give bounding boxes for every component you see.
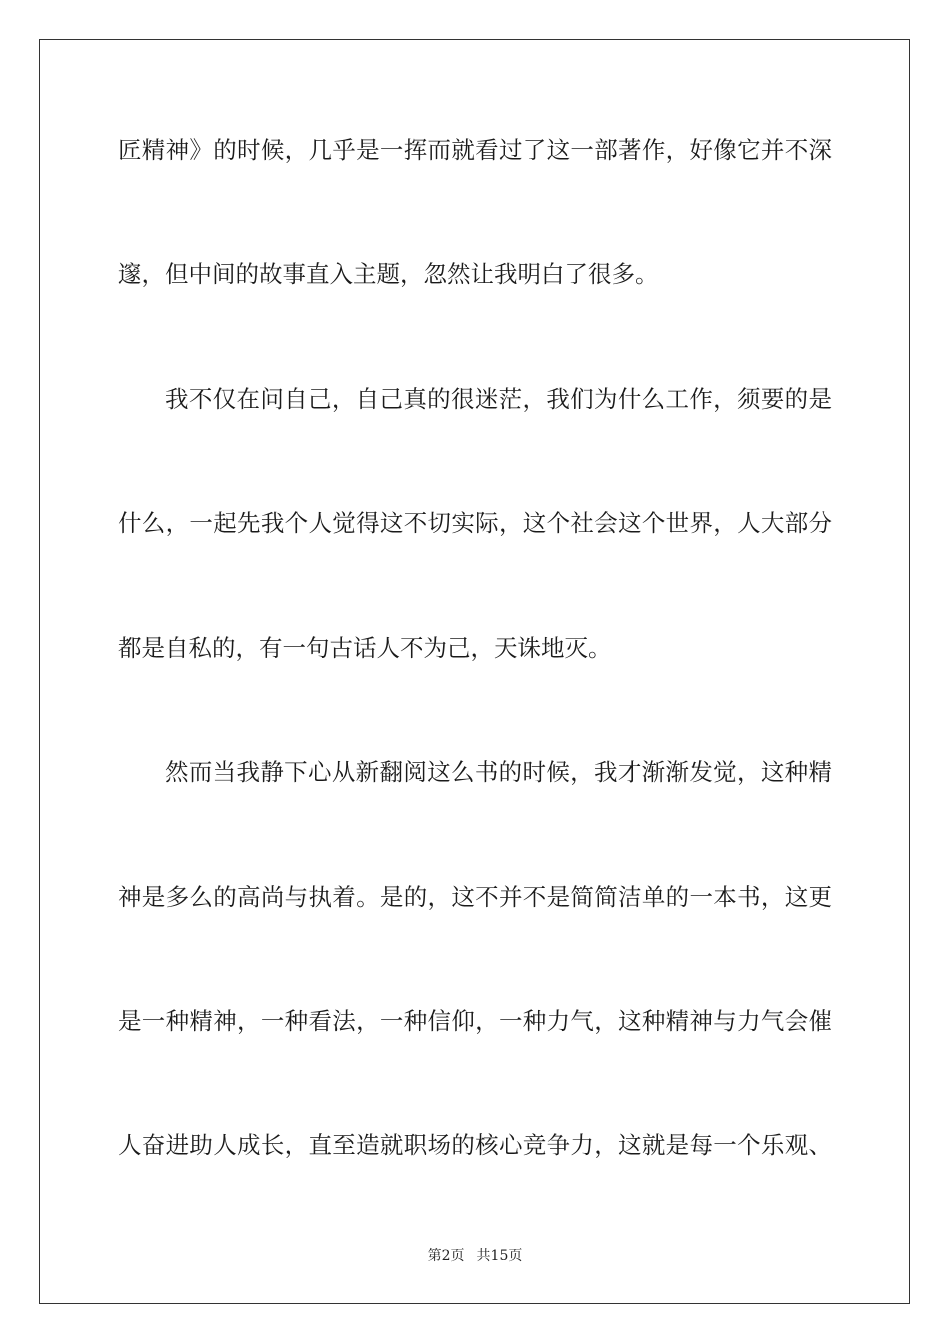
text-line: 人奋进助人成长，直至造就职场的核心竞争力，这就是每一个乐观、 [118, 1131, 832, 1159]
page-footer [0, 1247, 950, 1265]
page-number: 第2页 [427, 1248, 465, 1264]
paragraph-first-line: 我不仅在问自己，自己真的很迷茫，我们为什么工作，须要的是 [165, 385, 832, 413]
text-line: 什么，一起先我个人觉得这不切实际，这个社会这个世界，人大部分 [118, 509, 832, 537]
text-line: 邃，但中间的故事直入主题，忽然让我明白了很多。 [118, 260, 659, 288]
page-total: 共15页 [476, 1248, 523, 1264]
page-border [39, 39, 910, 1304]
text-line: 是一种精神，一种看法，一种信仰，一种力气，这种精神与力气会催 [118, 1007, 832, 1035]
text-line: 匠精神》的时候，几乎是一挥而就看过了这一部著作，好像它并不深 [118, 136, 832, 164]
text-line: 神是多么的高尚与执着。是的，这不并不是简简洁单的一本书，这更 [118, 883, 832, 911]
paragraph-first-line: 然而当我静下心从新翻阅这么书的时候，我才渐渐发觉，这种精 [165, 758, 832, 786]
text-line: 都是自私的，有一句古话人不为己，天诛地灭。 [118, 634, 612, 662]
